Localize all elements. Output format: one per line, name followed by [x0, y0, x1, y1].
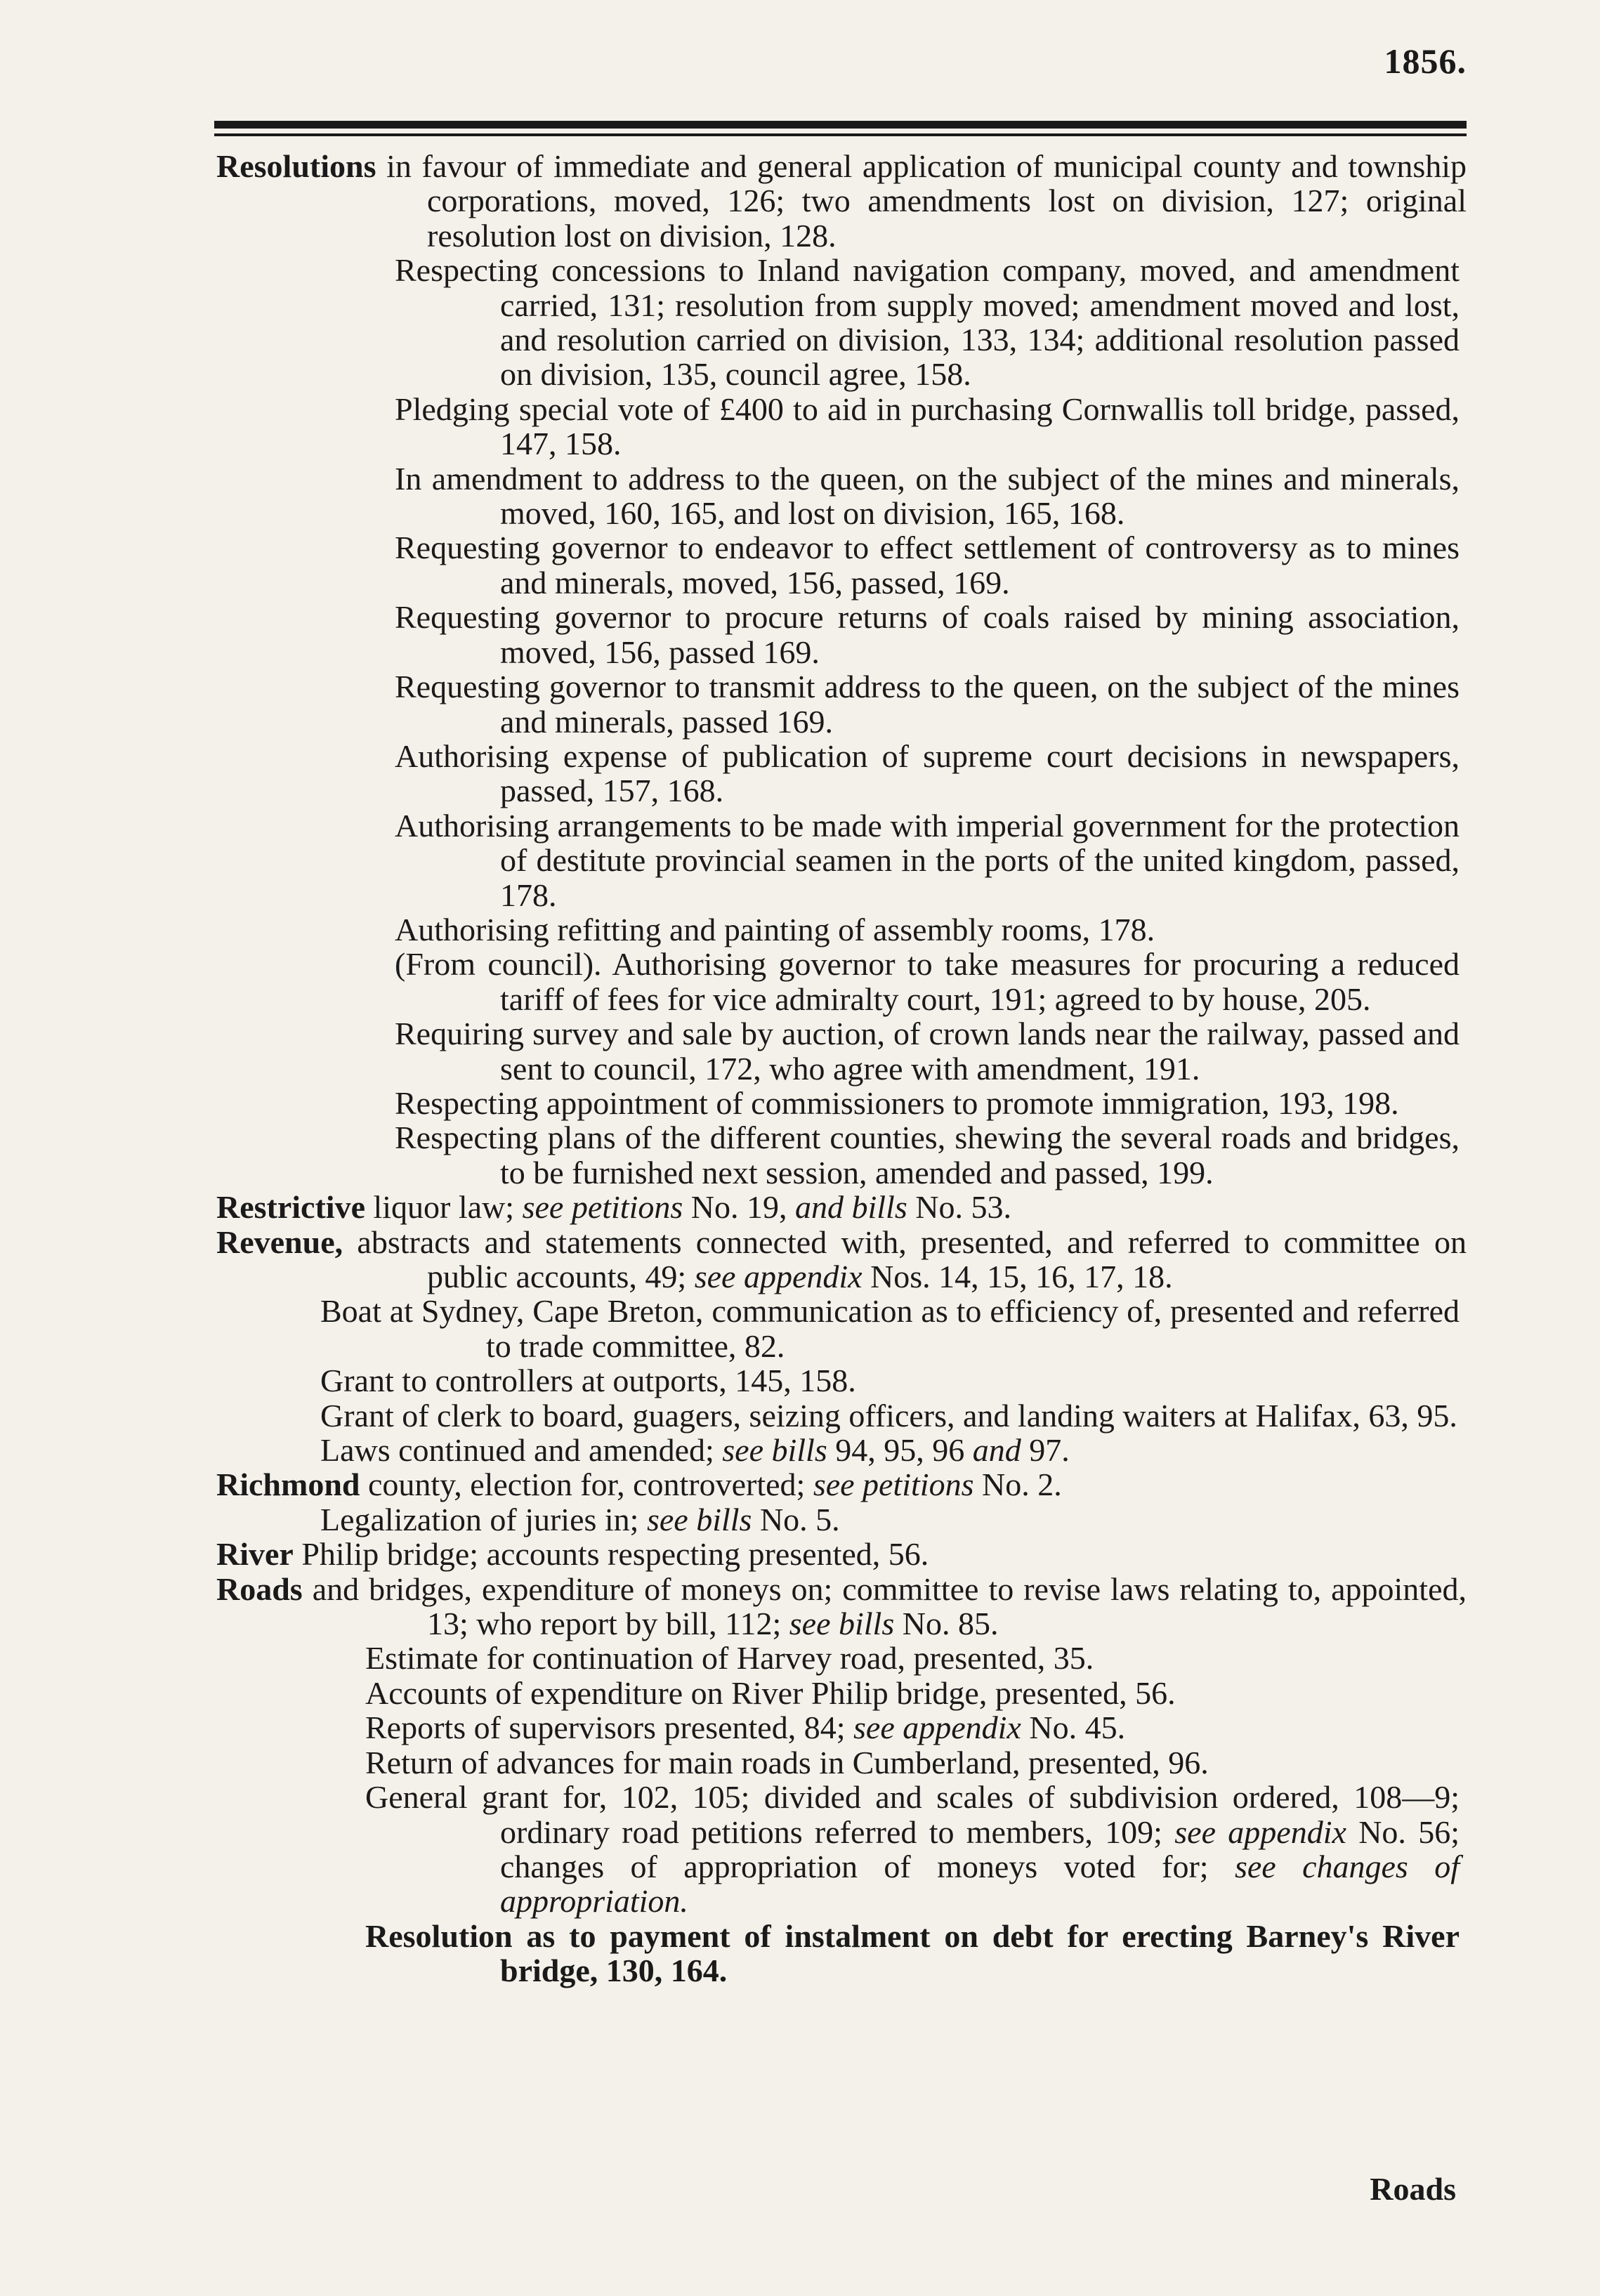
header-rule-thin: [214, 133, 1467, 136]
entry-text: Respecting concessions to Inland navigation company, moved, and amendment carried, 131; resolution from supply moved; amendment moved and lost, and resolution carried on division, 133, 134; additional resolution passed on division, 135, council agree, 158.: [395, 252, 1460, 393]
entry-text: Resolution as to payment of instalment on debt for erecting Barney's River bridge, 130, 164.: [365, 1917, 1460, 1989]
index-entry: [0, 1676, 1600, 1710]
entry-reference: see appendix: [1174, 1813, 1346, 1850]
entry-reference: see petitions: [522, 1189, 683, 1226]
entry-text: Respecting appointment of commissioners to promote immigration, 193, 198.: [395, 1084, 1399, 1121]
index-entry: [0, 739, 1600, 808]
entry-text: Laws continued and amended;: [320, 1432, 723, 1469]
entry-text: liquor law;: [365, 1189, 523, 1226]
index-entry: [0, 912, 1600, 947]
index-entry: [0, 253, 1600, 392]
catchword: Roads: [1370, 2171, 1456, 2207]
entry-text: Requesting governor to endeavor to effect settlement of controversy as to mines and minerals, moved, 156, passed, 169.: [395, 530, 1460, 601]
entry-text: Return of advances for main roads in Cumberland, presented, 96.: [365, 1744, 1209, 1780]
index-entry: [0, 808, 1600, 912]
entry-text: General grant for, 102, 105; divided and scales of subdivision ordered, 108—9; ordinary road petitions referred to members, 109;: [365, 1779, 1460, 1850]
entry-text: No. 19,: [683, 1189, 795, 1226]
entry-text: No. 5.: [752, 1501, 840, 1537]
index-entry: [0, 1641, 1600, 1675]
index-entry: [0, 1398, 1600, 1433]
entry-text: 97.: [1021, 1432, 1070, 1469]
entry-text: Requiring survey and sale by auction, of crown lands near the railway, passed and sent to council, 172, who agree with amendment, 191.: [395, 1016, 1460, 1087]
entry-text: and bridges, expenditure of moneys on; committee to revise laws relating to, appointed, 13; who report by bill, 112;: [302, 1570, 1467, 1642]
entry-text: Philip bridge; accounts respecting presented, 56.: [293, 1536, 929, 1573]
entry-text: Requesting governor to procure returns of coals raised by mining association, moved, 156, passed 169.: [395, 599, 1460, 670]
entry-reference: see petitions: [813, 1467, 974, 1503]
page-number: 1856.: [1384, 41, 1467, 81]
index-entry: [0, 1919, 1600, 1988]
index-entry: [0, 1502, 1600, 1537]
entry-text: No. 56; changes of appropriation of moneys voted for;: [500, 1813, 1460, 1884]
entry-text: Nos. 14, 15, 16, 17, 18.: [862, 1259, 1173, 1294]
entry-headword: Restrictive: [216, 1189, 365, 1226]
entry-text: Estimate for continuation of Harvey road, presented, 35.: [365, 1640, 1094, 1677]
entry-text: Pledging special vote of £400 to aid in purchasing Cornwallis toll bridge, passed, 147, 158.: [395, 391, 1460, 462]
index-entries: [0, 149, 1600, 1988]
entry-reference: see appendix: [853, 1710, 1021, 1746]
index-entry: [0, 530, 1600, 600]
entry-text: No. 2.: [973, 1467, 1062, 1503]
entry-headword: River: [216, 1536, 294, 1573]
entry-reference: see appendix: [694, 1259, 863, 1294]
index-entry: [0, 1120, 1600, 1190]
entry-text: county, election for, controverted;: [360, 1467, 813, 1503]
index-entry: [0, 149, 1600, 253]
entry-text: Boat at Sydney, Cape Breton, communication as to efficiency of, presented and referred to trade committee, 82.: [320, 1293, 1460, 1364]
entry-text: Authorising arrangements to be made with imperial government for the protection of destitute provincial seamen in the ports of the united kingdom, passed, 178.: [395, 807, 1460, 913]
index-entry: [0, 1225, 1600, 1294]
entry-headword: Richmond: [216, 1467, 360, 1503]
entry-reference: see bills: [789, 1606, 895, 1642]
entry-text: Reports of supervisors presented, 84;: [365, 1710, 853, 1746]
index-entry: [0, 1710, 1600, 1745]
entry-headword: Revenue,: [216, 1224, 343, 1260]
entry-text: (From council). Authorising governor to take measures for procuring a reduced tariff of fees for vice admiralty court, 191; agreed to by house, 205.: [395, 946, 1460, 1017]
entry-headword: Roads: [216, 1570, 303, 1607]
index-entry: [0, 600, 1600, 669]
entry-reference: see bills: [646, 1501, 752, 1537]
index-entry: [0, 1086, 1600, 1120]
entry-text: No. 45.: [1021, 1710, 1126, 1746]
entry-text: 94, 95, 96: [827, 1432, 973, 1469]
index-entry: [0, 1780, 1600, 1919]
index-entry: [0, 392, 1600, 461]
index-entry: [0, 1363, 1600, 1398]
entry-text: In amendment to address to the queen, on the subject of the mines and minerals, moved, 160, 165, and lost on division, 165, 168.: [395, 460, 1460, 532]
entry-text: Legalization of juries in;: [320, 1501, 647, 1537]
entry-text: abstracts and statements connected with, presented, and referred to committee on public accounts, 49;: [343, 1224, 1467, 1294]
index-entry: [0, 1745, 1600, 1780]
entry-reference: and bills: [795, 1189, 907, 1226]
index-entry: [0, 1016, 1600, 1086]
entry-text: in favour of immediate and general application of municipal county and township corporations, moved, 126; two amendments lost on division, 127; original resolution lost on division, 128.: [376, 148, 1467, 254]
index-entry: [0, 669, 1600, 739]
entry-text: No. 53.: [907, 1189, 1011, 1226]
entry-headword: Resolutions: [216, 148, 376, 184]
entry-text: Grant to controllers at outports, 145, 158.: [320, 1363, 856, 1399]
index-entry: [0, 1190, 1600, 1224]
index-entry: [0, 947, 1600, 1016]
index-entry: [0, 1294, 1600, 1363]
entry-text: Grant of clerk to board, guagers, seizing officers, and landing waiters at Halifax, 63, 95.: [320, 1397, 1457, 1434]
entry-reference: see bills: [722, 1432, 827, 1469]
entry-text: Authorising expense of publication of supreme court decisions in newspapers, passed, 157, 168.: [395, 737, 1460, 809]
index-entry: [0, 1467, 1600, 1502]
index-entry: [0, 461, 1600, 531]
entry-text: No. 85.: [894, 1606, 999, 1642]
header-rule-thick: [214, 121, 1467, 129]
index-entry: [0, 1537, 1600, 1571]
entry-text: Authorising refitting and painting of assembly rooms, 178.: [395, 911, 1155, 947]
entry-text: Requesting governor to transmit address to the queen, on the subject of the mines and minerals, passed 169.: [395, 669, 1460, 740]
entry-reference: see changes of appropriation.: [500, 1848, 1460, 1920]
entry-reference: and: [972, 1432, 1021, 1469]
entry-text: Accounts of expenditure on River Philip bridge, presented, 56.: [365, 1674, 1176, 1711]
entry-text: Respecting plans of the different counties, shewing the several roads and bridges, to be furnished next session, amended and passed, 199.: [395, 1120, 1460, 1190]
index-entry: [0, 1433, 1600, 1467]
index-entry: [0, 1572, 1600, 1641]
